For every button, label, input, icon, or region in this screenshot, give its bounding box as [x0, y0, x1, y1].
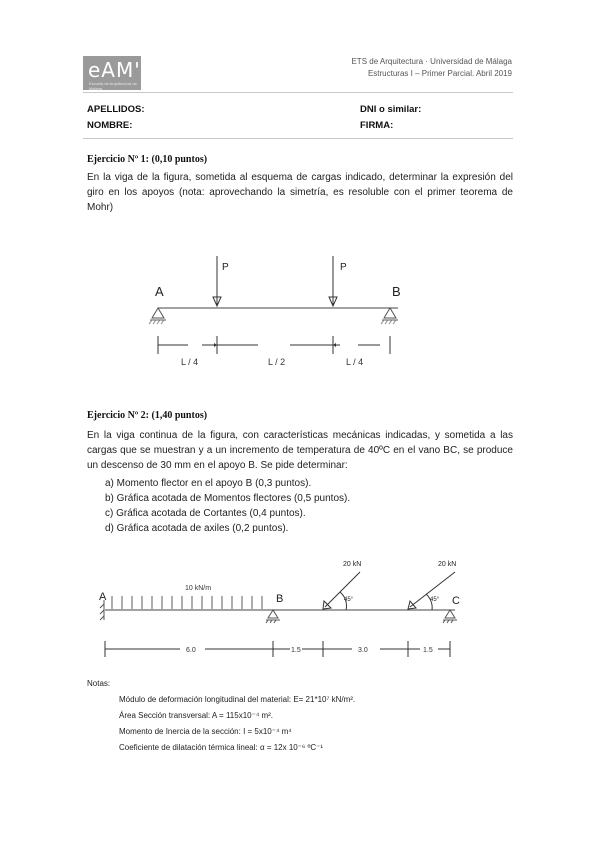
dim-label-1-5a: 1.5	[291, 647, 301, 654]
apellidos-label: APELLIDOS:	[87, 104, 145, 115]
distributed-load	[112, 596, 262, 609]
task-item-d: d) Gráfica acotada de axiles (0,2 puntos).	[105, 523, 289, 534]
dim-label-1-5b: 1.5	[423, 647, 433, 654]
dimension-line-1	[158, 336, 390, 354]
logo-text: eAM'	[88, 58, 141, 82]
exercise-1-statement: En la viga de la figura, sometida al esquema de cargas indicado, determinar la expresión del giro en los apoyos (nota: aprovechando la simetría, es resoluble con el primer teorema de Mohr)	[87, 172, 513, 213]
support-b-roller	[266, 610, 280, 623]
task-item-c: c) Gráfica acotada de Cortantes (0,4 puntos).	[105, 508, 306, 519]
fields-divider	[83, 138, 513, 139]
header-divider	[83, 92, 513, 93]
exercise-2-figure	[90, 552, 470, 667]
support-c-roller	[443, 610, 457, 623]
dni-label: DNI o similar:	[360, 104, 422, 115]
exercise-1-title: Ejercicio Nº 1: (0,10 puntos)	[87, 154, 208, 165]
dimension-line-2	[105, 641, 450, 657]
dim-label-l2: L / 2	[268, 357, 286, 367]
dim-label-3: 3.0	[358, 647, 368, 654]
force-arrow-2	[408, 572, 455, 610]
load-label-2: P	[340, 262, 347, 273]
task-item-a: a) Momento flector en el apoyo B (0,3 puntos).	[105, 478, 312, 489]
dim-label-6: 6.0	[186, 647, 196, 654]
node-b-label: B	[276, 593, 284, 605]
node-a-label: A	[99, 591, 107, 603]
course-name: Estructuras I – Primer Parcial. Abril 2019	[367, 69, 512, 78]
task-item-b: b) Gráfica acotada de Momentos flectores (0,5 puntos).	[105, 493, 351, 504]
load-arrow-left	[213, 256, 221, 306]
node-c-label: C	[452, 595, 460, 607]
dim-label-l4-right: L / 4	[346, 357, 364, 367]
note-elastic-modulus: Módulo de deformación longitudinal del material: E= 21*10⁷ kN/m².	[119, 695, 356, 704]
school-name: ETS de Arquitectura · Universidad de Málaga	[351, 57, 512, 66]
angle-2-label: 45°	[430, 597, 440, 603]
support-a-label: A	[155, 284, 164, 299]
force-1-label: 20 kN	[343, 561, 362, 568]
support-b-label: B	[392, 284, 401, 299]
dim-label-l4-left: L / 4	[181, 357, 199, 367]
exercise-1-figure	[140, 248, 420, 378]
exercise-2-title: Ejercicio Nº 2: (1,40 puntos)	[87, 410, 208, 421]
firma-label: FIRMA:	[360, 120, 394, 131]
note-inertia: Momento de Inercia de la sección: I = 5x10⁻⁴ m⁴	[119, 727, 292, 736]
eam-logo	[83, 56, 141, 90]
support-a-fixed	[100, 600, 104, 620]
force-2-label: 20 kN	[438, 561, 457, 568]
nombre-label: NOMBRE:	[87, 120, 133, 131]
exercise-2-statement: En la viga continua de la figura, con características mecánicas indicadas, y sometida a las cargas que se muestran y a un incremento de temperatura de 40ºC en el vano BC, se produce un descenso de 30 mm en el apoyo B. Se pide determinar:	[87, 430, 513, 471]
logo-subtitle: Escuela de Arquitectura de Málaga	[89, 81, 137, 91]
note-thermal-coefficient: Coeficiente de dilatación térmica lineal: α = 12x 10⁻⁶ ºC⁻¹	[119, 743, 324, 752]
load-label-1: P	[222, 262, 229, 273]
load-arrow-right	[329, 256, 337, 306]
support-a-pin	[149, 308, 166, 324]
angle-1-label: 45°	[344, 597, 354, 603]
note-section-area: Área Sección transversal: A = 115x10⁻⁴ m².	[119, 711, 274, 720]
dist-load-label: 10 kN/m	[185, 585, 212, 592]
notes-title: Notas:	[87, 679, 111, 688]
force-arrow-1	[323, 572, 360, 610]
support-b-roller	[381, 308, 398, 324]
